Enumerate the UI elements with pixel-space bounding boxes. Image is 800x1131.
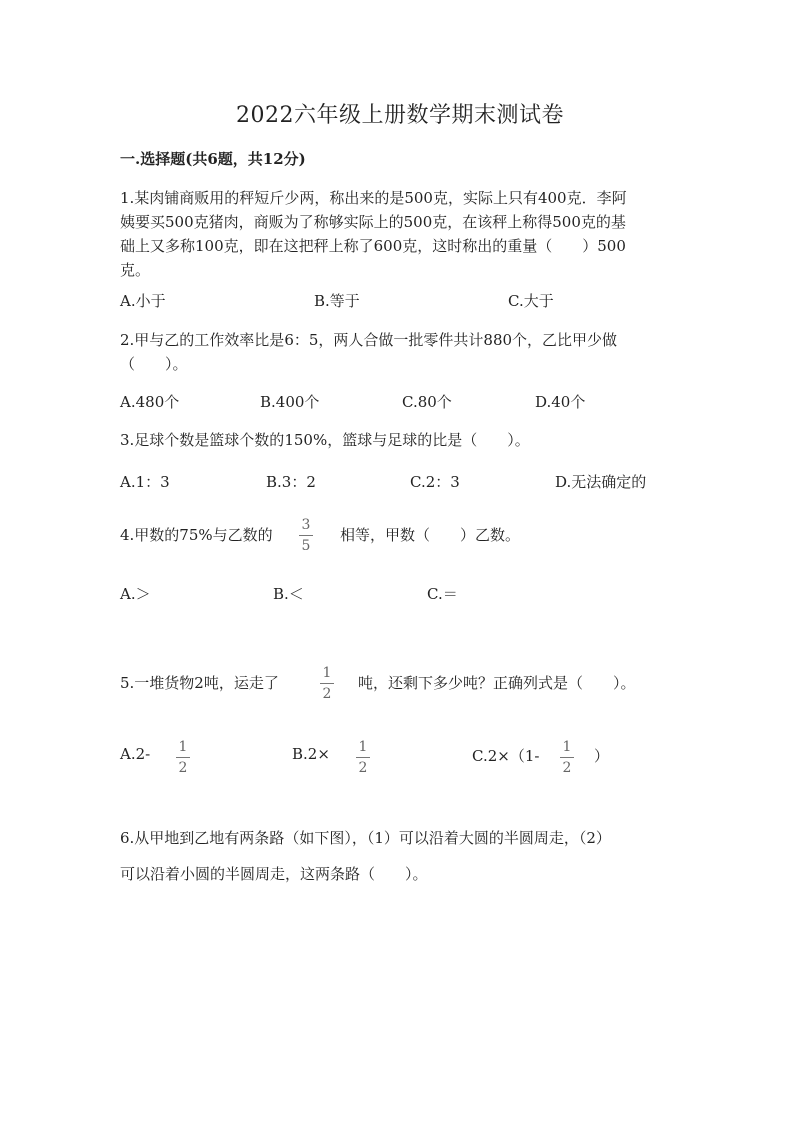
page-title: 2022六年级上册数学期末测试卷	[236, 103, 564, 128]
q1-option-c[interactable]: C.大于	[508, 292, 554, 310]
q1-option-a[interactable]: A.小于	[120, 292, 166, 310]
q2-option-b[interactable]: B.400个	[260, 393, 320, 411]
q5-option-b[interactable]: B.2×	[292, 745, 330, 763]
q3-option-a[interactable]: A.1：3	[120, 473, 170, 491]
question-5-text-after: 吨，还剩下多少吨？正确列式是（ ）。	[358, 674, 636, 692]
fraction-numerator: 1	[178, 739, 188, 755]
fraction-numerator: 1	[562, 739, 572, 755]
question-2-line-1: 2.甲与乙的工作效率比是6：5，两人合做一批零件共计880个，乙比甲少做	[120, 331, 618, 349]
fraction-numerator: 1	[358, 739, 368, 755]
q5-option-a[interactable]: A.2-	[120, 745, 151, 763]
question-4-text-before: 4.甲数的75%与乙数的	[120, 526, 273, 544]
q3-option-c[interactable]: C.2：3	[410, 473, 460, 491]
question-1	[120, 186, 627, 282]
question-5-fraction	[320, 665, 334, 702]
question-1-line-3: 础上又多称100克，即在这把秤上称了600克，这时称出的重量（ ）500	[120, 237, 626, 255]
q1-option-b[interactable]: B.等于	[314, 292, 360, 310]
section-heading: 一.选择题(共6题，共12分)	[120, 150, 306, 168]
question-6-line-2: 可以沿着小圆的半圆周走，这两条路（ ）。	[120, 865, 428, 883]
question-2-line-2: （ ）。	[120, 355, 188, 373]
question-6-line-1: 6.从甲地到乙地有两条路（如下图），（1）可以沿着大圆的半圆周走，（2）	[120, 829, 611, 847]
question-1-line-1: 1.某肉铺商贩用的秤短斤少两，称出来的是500克，实际上只有400克．李阿	[120, 189, 627, 207]
q5-option-c-fraction	[560, 739, 574, 776]
fraction-denominator: 2	[562, 760, 572, 776]
question-3: 3.足球个数是篮球个数的150%，篮球与足球的比是（ ）。	[120, 431, 530, 449]
q3-option-b[interactable]: B.3：2	[266, 473, 316, 491]
q5-option-a-fraction	[176, 739, 190, 776]
fraction-denominator: 2	[322, 686, 332, 702]
q5-option-b-fraction	[356, 739, 370, 776]
question-4-text-after: 相等，甲数（ ）乙数。	[340, 526, 521, 544]
question-5-text-before: 5.一堆货物2吨，运走了	[120, 674, 279, 692]
q5-option-c[interactable]: C.2×（1-	[472, 747, 540, 765]
question-1-line-4: 克。	[120, 261, 151, 279]
fraction-numerator: 3	[301, 517, 311, 533]
question-1-line-2: 姨要买500克猪肉，商贩为了称够实际上的500克，在该秤上称得500克的基	[120, 213, 626, 231]
fraction-denominator: 2	[358, 760, 368, 776]
fraction-denominator: 2	[178, 760, 188, 776]
question-6	[120, 820, 611, 892]
question-4-fraction	[299, 517, 313, 554]
q3-option-d[interactable]: D.无法确定的	[555, 473, 647, 491]
fraction-numerator: 1	[322, 665, 332, 681]
q4-option-a[interactable]: A.＞	[120, 585, 151, 603]
fraction-denominator: 5	[301, 538, 311, 554]
q2-option-c[interactable]: C.80个	[402, 393, 452, 411]
q2-option-a[interactable]: A.480个	[120, 393, 180, 411]
q4-option-c[interactable]: C.＝	[427, 585, 458, 603]
q5-option-c-close: ）	[594, 747, 610, 765]
q2-option-d[interactable]: D.40个	[535, 393, 586, 411]
question-2	[120, 328, 617, 376]
q4-option-b[interactable]: B.＜	[273, 585, 304, 603]
